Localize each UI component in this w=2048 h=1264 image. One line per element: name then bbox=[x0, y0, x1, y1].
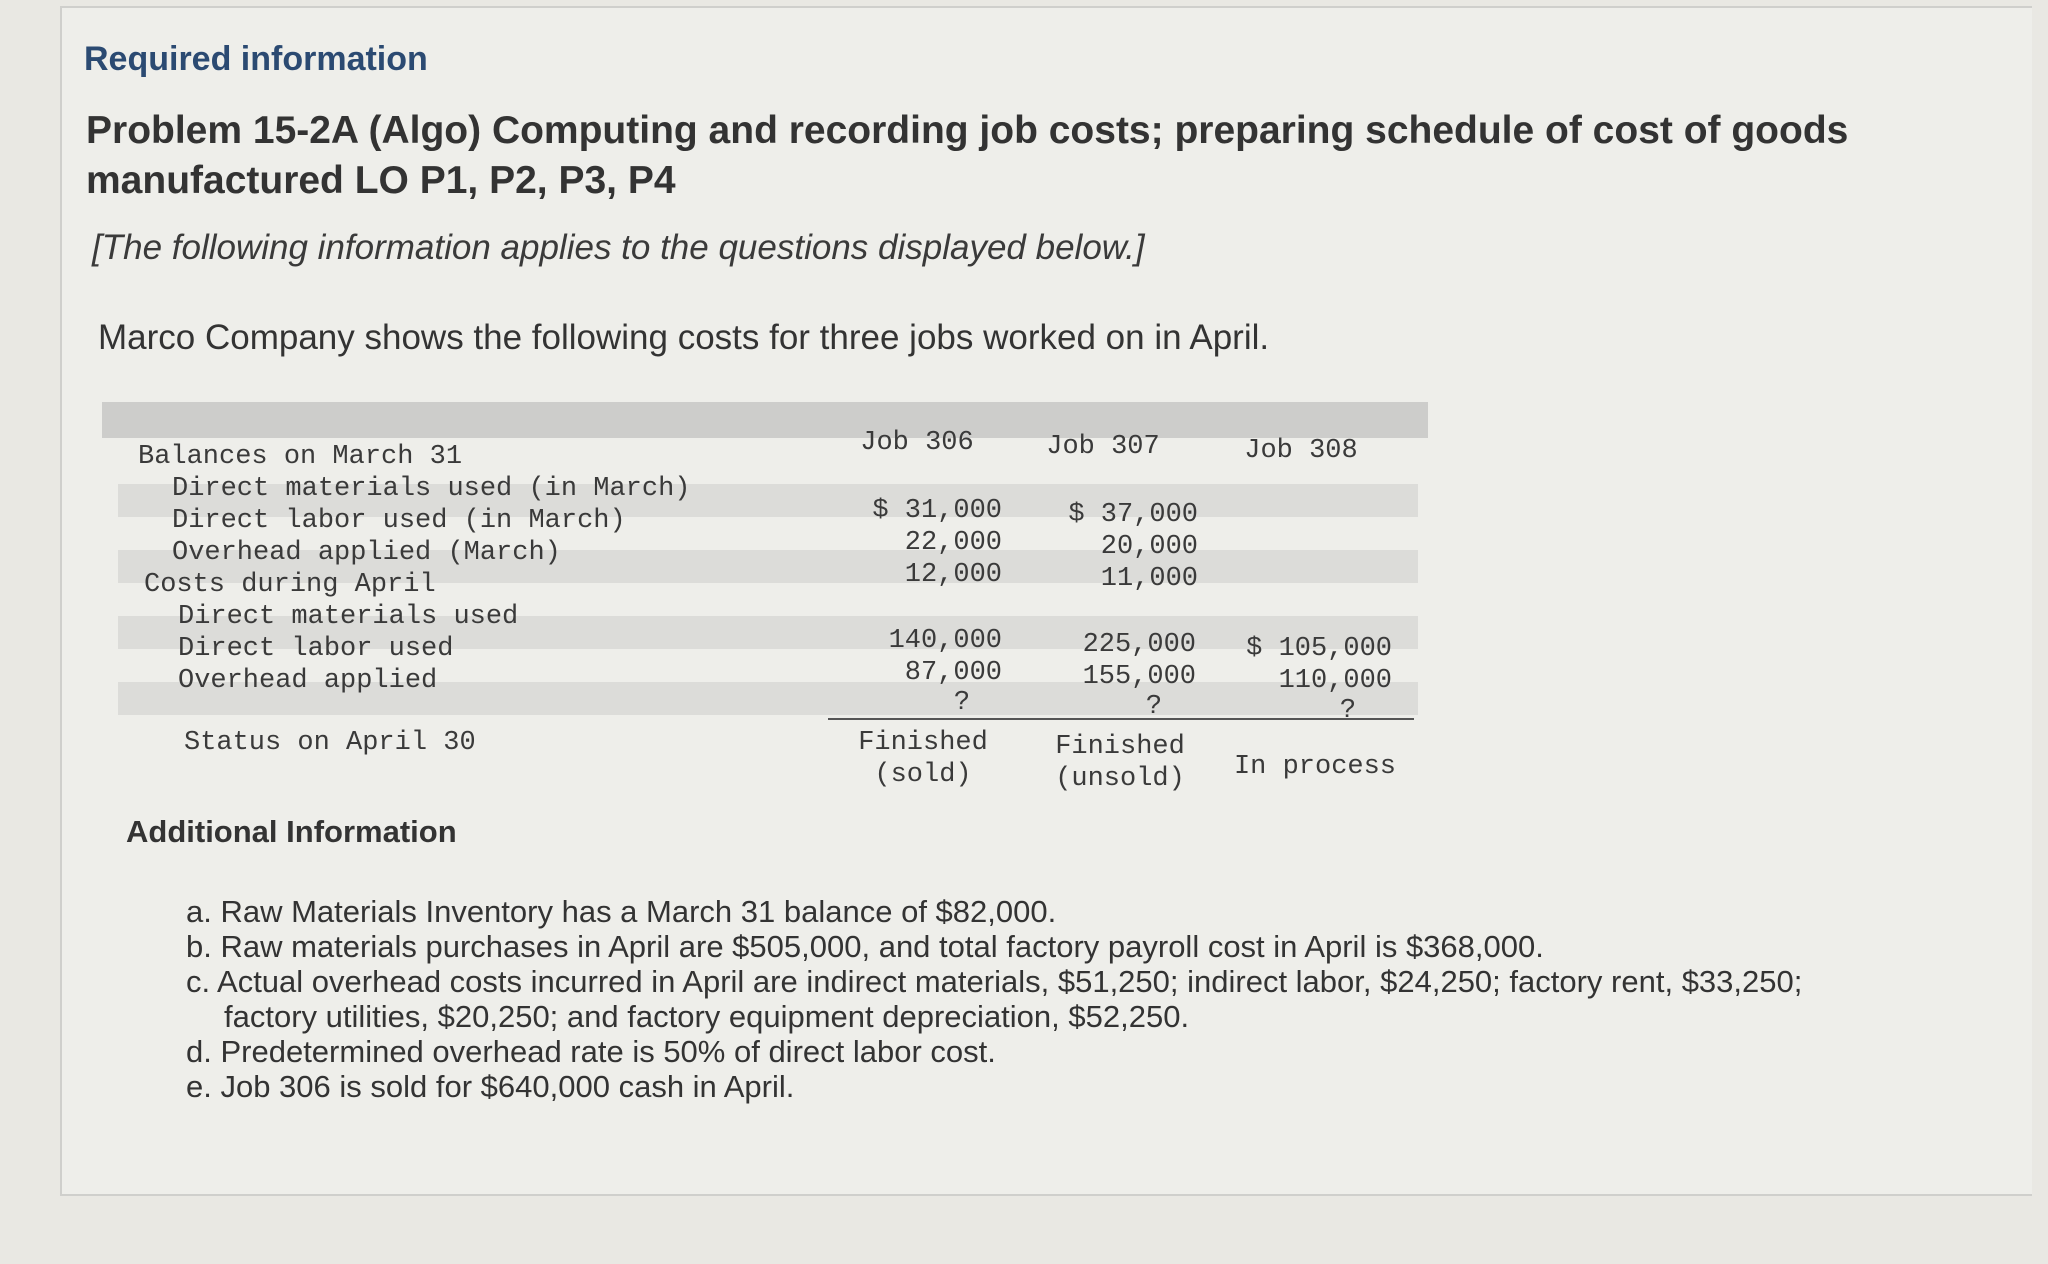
status-job-306-detail: (sold) bbox=[874, 760, 972, 790]
status-job-306: Finished bbox=[858, 728, 988, 758]
section-label-costs-april: Costs during April bbox=[144, 570, 436, 600]
table-cell: $ 31,000 bbox=[872, 496, 1002, 526]
status-job-307: Finished bbox=[1055, 732, 1185, 762]
problem-title: Problem 15-2A (Algo) Computing and recording job costs; preparing schedule of cost of goods manufactured LO P1, P2, P3, P4 bbox=[86, 109, 1849, 202]
status-label: Status on April 30 bbox=[184, 728, 476, 758]
section-label-balances: Balances on March 31 bbox=[138, 442, 463, 472]
table-cell: 11,000 bbox=[1100, 564, 1198, 594]
table-cell-unknown: ? bbox=[1339, 696, 1357, 726]
row-label: Overhead applied (March) bbox=[172, 538, 561, 568]
table-cell: 12,000 bbox=[904, 560, 1002, 590]
row-label: Direct labor used bbox=[178, 634, 454, 664]
applies-note: [The following information applies to the questions displayed below.] bbox=[92, 228, 1145, 267]
list-item: d. Predetermined overhead rate is 50% of direct labor cost. bbox=[186, 1034, 996, 1069]
total-rule bbox=[828, 718, 1414, 720]
list-item: a. Raw Materials Inventory has a March 31 balance of $82,000. bbox=[186, 894, 1057, 929]
list-item: b. Raw materials purchases in April are $505,000, and total factory payroll cost in April is $368,000. bbox=[186, 929, 1544, 964]
list-item: e. Job 306 is sold for $640,000 cash in April. bbox=[186, 1069, 795, 1104]
status-job-307-detail: (unsold) bbox=[1055, 764, 1185, 794]
intro-text: Marco Company shows the following costs for three jobs worked on in April. bbox=[98, 318, 1270, 357]
table-cell-unknown: ? bbox=[1145, 692, 1163, 722]
table-header-bar bbox=[102, 402, 1428, 438]
table-cell: 155,000 bbox=[1082, 662, 1196, 692]
row-label: Overhead applied bbox=[178, 666, 438, 696]
table-cell: 110,000 bbox=[1278, 666, 1392, 696]
row-label: Direct materials used bbox=[178, 602, 519, 632]
table-cell: 140,000 bbox=[888, 626, 1002, 656]
column-header-job-306: Job 306 bbox=[860, 428, 974, 458]
table-cell: 20,000 bbox=[1100, 532, 1198, 562]
list-item: c. Actual overhead costs incurred in April are indirect materials, $51,250; indirect labor, $24,250; factory rent, $33,250; bbox=[186, 964, 1803, 999]
column-header-job-308: Job 308 bbox=[1244, 436, 1358, 466]
row-label: Direct labor used (in March) bbox=[172, 506, 626, 536]
table-cell: 87,000 bbox=[904, 658, 1002, 688]
table-cell: 225,000 bbox=[1082, 630, 1196, 660]
status-job-308: In process bbox=[1233, 752, 1397, 782]
table-cell: 22,000 bbox=[904, 528, 1002, 558]
job-cost-table bbox=[102, 402, 1422, 802]
table-cell: $ 105,000 bbox=[1246, 634, 1392, 664]
column-header-job-307: Job 307 bbox=[1046, 432, 1160, 462]
required-information-heading: Required information bbox=[84, 40, 428, 78]
table-cell-unknown: ? bbox=[953, 688, 971, 718]
table-cell: $ 37,000 bbox=[1068, 500, 1198, 530]
list-item: factory utilities, $20,250; and factory equipment depreciation, $52,250. bbox=[224, 999, 1190, 1034]
additional-information-list bbox=[186, 894, 1986, 1104]
row-label: Direct materials used (in March) bbox=[172, 474, 691, 504]
additional-information-heading: Additional Information bbox=[126, 814, 457, 849]
